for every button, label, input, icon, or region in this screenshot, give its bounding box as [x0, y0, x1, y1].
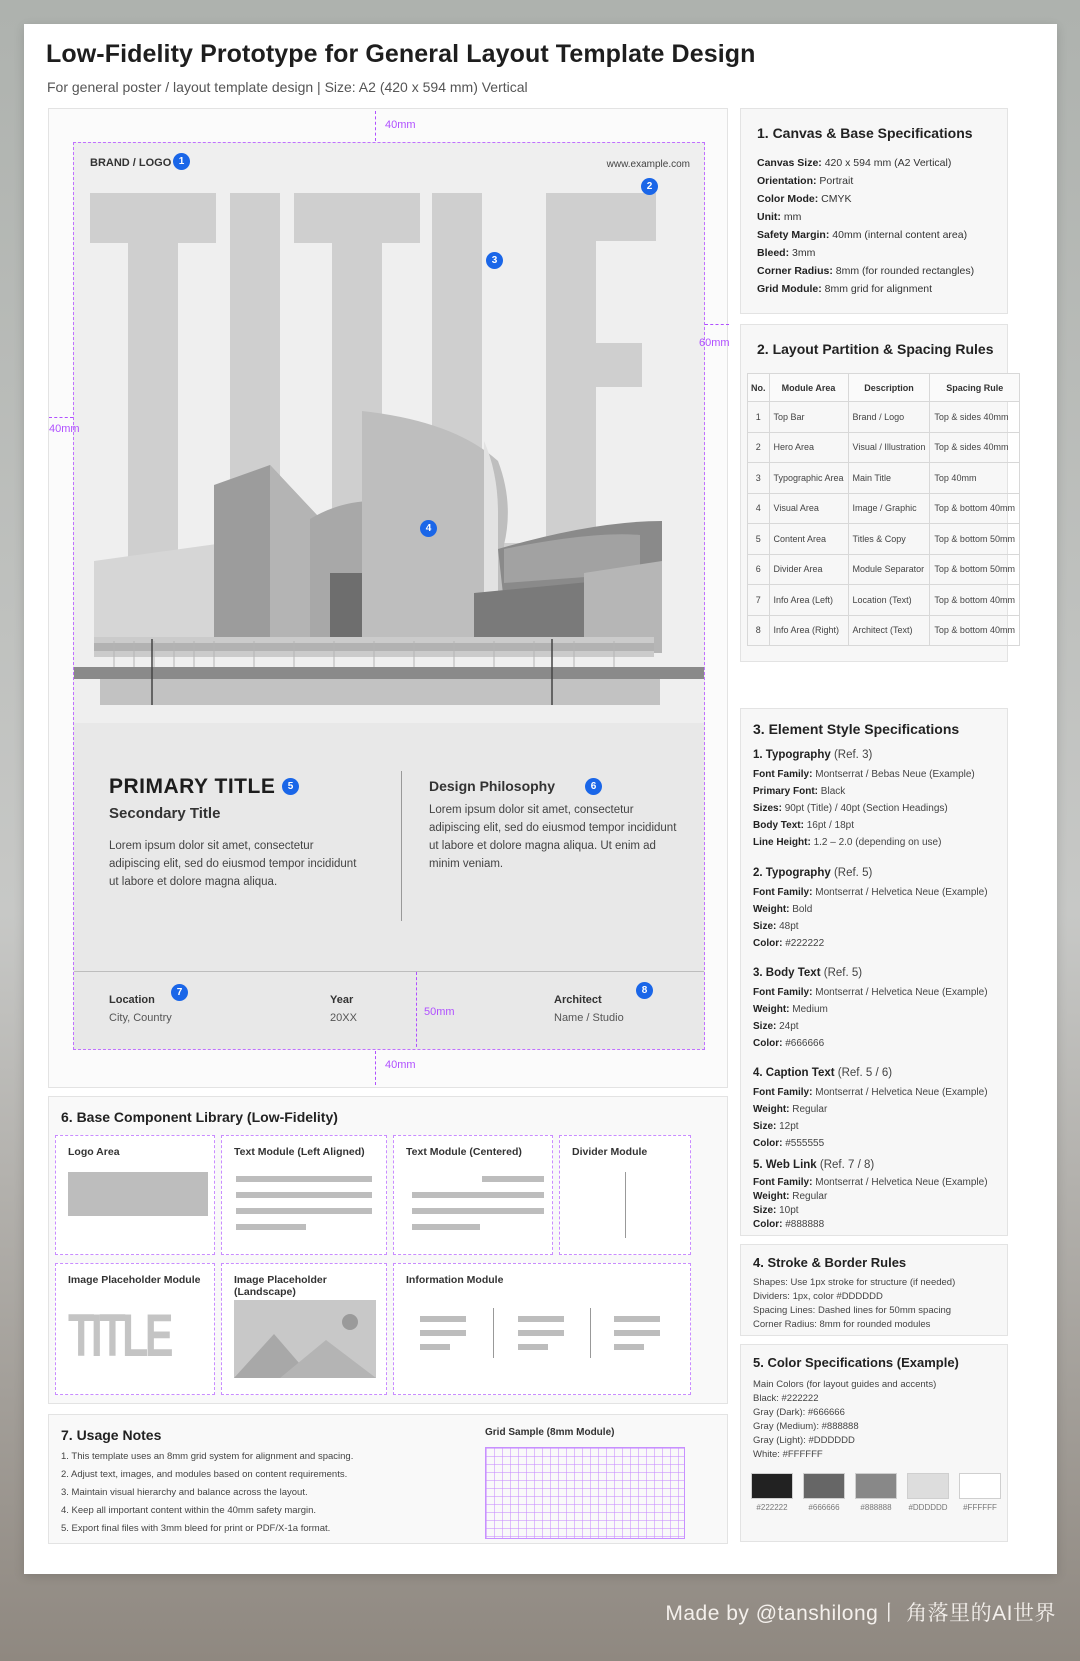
color-intro: Main Colors (for layout guides and accents)	[753, 1379, 937, 1390]
spec-row	[757, 157, 951, 169]
style-value: 24pt	[779, 1021, 799, 1032]
style-group-ref: (Ref. 5 / 6)	[837, 1067, 893, 1079]
style-row	[753, 887, 988, 898]
table-cell: Visual Area	[769, 493, 848, 524]
spec-value: Portrait	[819, 175, 854, 187]
logo-area-component	[55, 1135, 215, 1255]
style-value: #666666	[785, 1038, 825, 1049]
table-cell: Content Area	[769, 524, 848, 555]
badge-1: 1	[173, 153, 190, 170]
table-cell: Info Area (Left)	[769, 585, 848, 616]
style-label: Primary Font:	[753, 786, 819, 797]
style-value: Montserrat / Bebas Neue (Example)	[815, 769, 975, 780]
style-group-title	[753, 867, 872, 879]
style-label: Color:	[753, 1138, 783, 1149]
image-placeholder-title: TITLE	[68, 1302, 170, 1369]
swatch-gray-light	[907, 1473, 949, 1499]
text-line	[412, 1208, 544, 1214]
color-value: #222222	[781, 1393, 819, 1404]
spec-row	[757, 283, 932, 295]
style-label: Size:	[753, 1021, 777, 1032]
badge-5: 5	[282, 778, 299, 795]
architect-value: Name / Studio	[554, 1012, 624, 1024]
divider-component	[559, 1135, 691, 1255]
footer-credit: Made by @tanshilong丨 角落里的AI世界	[665, 1602, 1056, 1625]
swatch-label: #FFFFFF	[963, 1503, 997, 1512]
info-line	[420, 1316, 466, 1322]
color-label: Black:	[753, 1393, 779, 1404]
text-line	[236, 1176, 372, 1182]
style-label: Weight:	[753, 904, 790, 915]
usage-note: 1. This template uses an 8mm grid system for alignment and spacing.	[61, 1451, 354, 1462]
spec-value: mm	[783, 211, 802, 223]
color-specs-panel	[740, 1344, 1008, 1542]
bottom-margin-guide	[375, 1051, 376, 1085]
color-value: #FFFFFF	[782, 1449, 823, 1460]
top-margin-guide	[375, 111, 376, 141]
swatch-label: #DDDDDD	[908, 1503, 948, 1512]
swatch-label: #888888	[860, 1503, 892, 1512]
info-height-label: 50mm	[424, 1006, 455, 1018]
color-row	[753, 1435, 855, 1446]
spec-value: CMYK	[821, 193, 852, 205]
spec-value: 8mm (for rounded rectangles)	[835, 265, 975, 277]
table-row	[748, 524, 1020, 555]
spec-value: 40mm (internal content area)	[832, 229, 968, 241]
component-label: Text Module (Centered)	[406, 1146, 522, 1158]
style-label: Weight:	[753, 1191, 790, 1202]
style-label: Font Family:	[753, 987, 813, 998]
color-label: Gray (Dark):	[753, 1407, 806, 1418]
layout-rules-table	[747, 373, 1020, 646]
info-divider	[493, 1308, 494, 1358]
table-cell: Image / Graphic	[848, 493, 930, 524]
info-area	[74, 971, 705, 1050]
table-cell: Visual / Illustration	[848, 432, 930, 463]
canvas-specs-panel	[740, 108, 1008, 314]
style-row	[753, 1138, 824, 1149]
color-value: #DDDDDD	[808, 1435, 855, 1446]
usage-note: 2. Adjust text, images, and modules based on content requirements.	[61, 1469, 348, 1480]
swatch-gray-dark	[803, 1473, 845, 1499]
component-label: Image Placeholder Module	[68, 1274, 201, 1286]
style-group-title	[753, 1067, 892, 1079]
table-cell: Top & bottom 50mm	[930, 524, 1020, 555]
table-cell: Top 40mm	[930, 463, 1020, 494]
style-value: #888888	[785, 1219, 825, 1230]
secondary-title: Secondary Title	[109, 805, 221, 822]
style-row	[753, 1038, 824, 1049]
spec-label: Color Mode:	[757, 193, 819, 205]
style-row	[753, 1191, 827, 1202]
poster-panel	[48, 108, 728, 1088]
text-line	[236, 1208, 372, 1214]
style-label: Size:	[753, 1121, 777, 1132]
style-group-ref: (Ref. 5)	[823, 967, 863, 979]
swatch-black	[751, 1473, 793, 1499]
style-label: Sizes:	[753, 803, 782, 814]
template-sheet	[24, 24, 1057, 1574]
info-line	[614, 1344, 644, 1350]
spec-label: Orientation:	[757, 175, 817, 187]
image-placeholder-component	[55, 1263, 215, 1395]
color-specs-heading: 5. Color Specifications (Example)	[753, 1355, 959, 1370]
component-label: Logo Area	[68, 1146, 120, 1158]
year-value: 20XX	[330, 1012, 357, 1024]
style-row	[753, 1087, 988, 1098]
divider-line	[625, 1172, 626, 1238]
component-library-panel	[48, 1096, 728, 1404]
badge-8: 8	[636, 982, 653, 999]
table-cell: 8	[748, 615, 770, 646]
table-cell: Info Area (Right)	[769, 615, 848, 646]
spec-label: Grid Module:	[757, 283, 822, 295]
style-label: Font Family:	[753, 887, 813, 898]
usage-note: 3. Maintain visual hierarchy and balance across the layout.	[61, 1487, 308, 1498]
year-label: Year	[330, 994, 354, 1006]
table-cell: Top & sides 40mm	[930, 432, 1020, 463]
style-value: #555555	[785, 1138, 825, 1149]
spec-row	[757, 211, 801, 223]
usage-note: 5. Export final files with 3mm bleed for print or PDF/X-1a format.	[61, 1523, 331, 1534]
style-row	[753, 1104, 827, 1115]
spec-value: 420 x 594 mm (A2 Vertical)	[824, 157, 952, 169]
style-label: Color:	[753, 938, 783, 949]
table-cell: Hero Area	[769, 432, 848, 463]
content-area	[74, 723, 705, 971]
layout-rules-heading: 2. Layout Partition & Spacing Rules	[757, 341, 994, 357]
style-value: 48pt	[779, 921, 799, 932]
badge-4: 4	[420, 520, 437, 537]
table-cell: Divider Area	[769, 554, 848, 585]
swatch-label: #222222	[756, 1503, 788, 1512]
table-cell: Location (Text)	[848, 585, 930, 616]
style-value: Regular	[792, 1104, 828, 1115]
text-line	[412, 1224, 480, 1230]
badge-6: 6	[585, 778, 602, 795]
style-row	[753, 1219, 824, 1230]
right-margin-label: 60mm	[699, 337, 730, 349]
spec-row	[757, 265, 974, 277]
spec-value: 3mm	[792, 247, 816, 259]
left-margin-label: 40mm	[49, 423, 80, 435]
text-centered-component	[393, 1135, 553, 1255]
style-row	[753, 786, 845, 797]
style-label: Body Text:	[753, 820, 804, 831]
table-row	[748, 585, 1020, 616]
grid-sample	[485, 1447, 685, 1539]
color-label: White:	[753, 1449, 780, 1460]
table-cell: 2	[748, 432, 770, 463]
spec-label: Bleed:	[757, 247, 790, 259]
table-row	[748, 554, 1020, 585]
style-row	[753, 1021, 799, 1032]
style-row	[753, 769, 975, 780]
usage-notes-panel	[48, 1414, 728, 1544]
text-left-component	[221, 1135, 387, 1255]
color-row	[753, 1449, 823, 1460]
style-group-name: 2. Typography	[753, 867, 831, 879]
table-cell: 6	[748, 554, 770, 585]
element-styles-panel	[740, 708, 1008, 1236]
style-group-name: 1. Typography	[753, 749, 831, 761]
style-value: 1.2 – 2.0 (depending on use)	[813, 837, 942, 848]
table-cell: Top & sides 40mm	[930, 402, 1020, 433]
style-row	[753, 921, 799, 932]
swatch-white	[959, 1473, 1001, 1499]
bottom-margin-label: 40mm	[385, 1059, 416, 1071]
swatch-label: #666666	[808, 1503, 840, 1512]
style-label: Weight:	[753, 1104, 790, 1115]
table-cell: 4	[748, 493, 770, 524]
body-text-right: Lorem ipsum dolor sit amet, consectetur adipiscing elit, sed do eiusmod tempor incididunt ut labore et dolore magna aliqua. Ut enim ad minim veniam.	[429, 804, 677, 870]
stroke-rule: Spacing Lines: Dashed lines for 50mm spacing	[753, 1305, 952, 1316]
style-group-title	[753, 749, 872, 761]
style-value: Bold	[792, 904, 813, 915]
style-value: Montserrat / Helvetica Neue (Example)	[815, 1177, 988, 1188]
usage-note: 4. Keep all important content within the 40mm safety margin.	[61, 1505, 317, 1516]
usage-notes-heading: 7. Usage Notes	[61, 1427, 162, 1443]
style-value: Black	[820, 786, 846, 797]
spec-label: Safety Margin:	[757, 229, 830, 241]
landscape-image-icon	[234, 1300, 376, 1378]
style-group-ref: (Ref. 5)	[833, 867, 873, 879]
style-row	[753, 1121, 799, 1132]
column-header: Module Area	[769, 374, 848, 402]
component-label: Image Placeholder (Landscape)	[234, 1274, 327, 1298]
stroke-rule: Shapes: Use 1px stroke for structure (if needed)	[753, 1277, 956, 1288]
table-cell: Main Title	[848, 463, 930, 494]
table-cell: Top Bar	[769, 402, 848, 433]
color-row	[753, 1407, 845, 1418]
style-group-ref: (Ref. 3)	[833, 749, 873, 761]
style-value: Medium	[792, 1004, 828, 1015]
info-line	[518, 1330, 564, 1336]
style-group-ref: (Ref. 7 / 8)	[819, 1159, 875, 1171]
spec-label: Unit:	[757, 211, 781, 223]
body-text-left: Lorem ipsum dolor sit amet, consectetur adipiscing elit, sed do eiusmod tempor incididunt ut labore et dolore magna aliqua.	[109, 840, 357, 888]
page-subtitle: For general poster / layout template design | Size: A2 (420 x 594 mm) Vertical	[47, 79, 528, 95]
architect-label: Architect	[554, 994, 602, 1006]
badge-7: 7	[171, 984, 188, 1001]
column-header: Spacing Rule	[930, 374, 1020, 402]
badge-3: 3	[486, 252, 503, 269]
info-line	[614, 1330, 660, 1336]
style-value: 10pt	[779, 1205, 799, 1216]
layout-rules-panel	[740, 324, 1015, 662]
location-value: City, Country	[109, 1012, 172, 1024]
stroke-rule: Corner Radius: 8mm for rounded modules	[753, 1319, 931, 1330]
style-group-title	[753, 967, 862, 979]
style-row	[753, 1177, 988, 1188]
style-value: 12pt	[779, 1121, 799, 1132]
brand-logo: BRAND / LOGO	[90, 157, 172, 169]
spec-value: 8mm grid for alignment	[824, 283, 933, 295]
table-cell: Module Separator	[848, 554, 930, 585]
image-landscape-component	[221, 1263, 387, 1395]
table-cell: Top & bottom 40mm	[930, 493, 1020, 524]
style-value: Montserrat / Helvetica Neue (Example)	[815, 987, 988, 998]
table-row	[748, 432, 1020, 463]
color-row	[753, 1421, 859, 1432]
spec-label: Canvas Size:	[757, 157, 822, 169]
style-group-name: 5. Web Link	[753, 1159, 817, 1171]
table-header-row	[748, 374, 1020, 402]
location-label: Location	[109, 994, 155, 1006]
style-label: Size:	[753, 1205, 777, 1216]
style-label: Color:	[753, 1219, 783, 1230]
table-cell: 1	[748, 402, 770, 433]
text-line	[482, 1176, 544, 1182]
left-margin-guide	[49, 417, 73, 418]
component-library-heading: 6. Base Component Library (Low-Fidelity)	[61, 1109, 338, 1125]
color-value: #666666	[807, 1407, 845, 1418]
stroke-rules-panel	[740, 1244, 1008, 1336]
element-styles-heading: 3. Element Style Specifications	[753, 721, 960, 737]
spec-row	[757, 229, 967, 241]
information-module-component	[393, 1263, 691, 1395]
style-row	[753, 1205, 799, 1216]
style-value: Montserrat / Helvetica Neue (Example)	[815, 1087, 988, 1098]
style-row	[753, 803, 948, 814]
table-row	[748, 493, 1020, 524]
style-group-title	[753, 1159, 874, 1171]
poster-url: www.example.com	[606, 159, 690, 170]
page-title: Low-Fidelity Prototype for General Layout Template Design	[46, 40, 756, 68]
stroke-rule: Dividers: 1px, color #DDDDDD	[753, 1291, 883, 1302]
spec-row	[757, 247, 815, 259]
text-line	[412, 1192, 544, 1198]
column-header: Description	[848, 374, 930, 402]
color-value: #888888	[821, 1421, 859, 1432]
table-row	[748, 463, 1020, 494]
logo-placeholder	[68, 1172, 208, 1216]
info-line	[614, 1316, 660, 1322]
style-label: Font Family:	[753, 769, 813, 780]
style-value: 90pt (Title) / 40pt (Section Headings)	[784, 803, 948, 814]
style-group-name: 4. Caption Text	[753, 1067, 835, 1079]
style-group-name: 3. Body Text	[753, 967, 821, 979]
stroke-rules-heading: 4. Stroke & Border Rules	[753, 1255, 907, 1270]
table-cell: Typographic Area	[769, 463, 848, 494]
info-line	[420, 1344, 450, 1350]
style-row	[753, 987, 988, 998]
table-cell: 3	[748, 463, 770, 494]
content-divider	[401, 771, 402, 921]
info-line	[420, 1330, 466, 1336]
info-line	[518, 1316, 564, 1322]
table-row	[748, 615, 1020, 646]
style-value: Montserrat / Helvetica Neue (Example)	[815, 887, 988, 898]
component-label: Text Module (Left Aligned)	[234, 1146, 365, 1158]
text-line	[236, 1224, 306, 1230]
table-cell: 5	[748, 524, 770, 555]
spec-row	[757, 175, 853, 187]
primary-title: PRIMARY TITLE	[109, 775, 276, 798]
right-margin-guide	[705, 324, 729, 325]
table-row	[748, 402, 1020, 433]
badge-2: 2	[641, 178, 658, 195]
style-value: #222222	[785, 938, 825, 949]
color-label: Gray (Medium):	[753, 1421, 819, 1432]
style-label: Line Height:	[753, 837, 811, 848]
style-row	[753, 1004, 828, 1015]
table-cell: Brand / Logo	[848, 402, 930, 433]
canvas-specs-heading: 1. Canvas & Base Specifications	[757, 125, 973, 141]
color-label: Gray (Light):	[753, 1435, 806, 1446]
spec-label: Corner Radius:	[757, 265, 833, 277]
table-cell: Architect (Text)	[848, 615, 930, 646]
info-line	[518, 1344, 548, 1350]
style-label: Font Family:	[753, 1087, 813, 1098]
table-cell: Titles & Copy	[848, 524, 930, 555]
style-row	[753, 904, 812, 915]
component-label: Divider Module	[572, 1146, 648, 1158]
grid-sample-label: Grid Sample (8mm Module)	[485, 1427, 615, 1438]
poster-canvas	[73, 142, 705, 1050]
table-cell: Top & bottom 40mm	[930, 585, 1020, 616]
style-row	[753, 820, 854, 831]
table-cell: 7	[748, 585, 770, 616]
style-label: Font Family:	[753, 1177, 813, 1188]
style-value: 16pt / 18pt	[806, 820, 854, 831]
column-header: No.	[748, 374, 770, 402]
swatch-gray-medium	[855, 1473, 897, 1499]
color-row	[753, 1393, 819, 1404]
table-cell: Top & bottom 50mm	[930, 554, 1020, 585]
style-row	[753, 837, 941, 848]
philosophy-title: Design Philosophy	[429, 778, 556, 794]
text-line	[236, 1192, 372, 1198]
style-value: Regular	[792, 1191, 828, 1202]
style-label: Size:	[753, 921, 777, 932]
style-row	[753, 938, 824, 949]
style-label: Color:	[753, 1038, 783, 1049]
hero-illustration	[74, 143, 705, 723]
spec-row	[757, 193, 852, 205]
component-label: Information Module	[406, 1274, 504, 1286]
table-cell: Top & bottom 40mm	[930, 615, 1020, 646]
info-height-guide	[416, 972, 417, 1050]
info-divider	[590, 1308, 591, 1358]
style-label: Weight:	[753, 1004, 790, 1015]
top-margin-label: 40mm	[385, 119, 416, 131]
